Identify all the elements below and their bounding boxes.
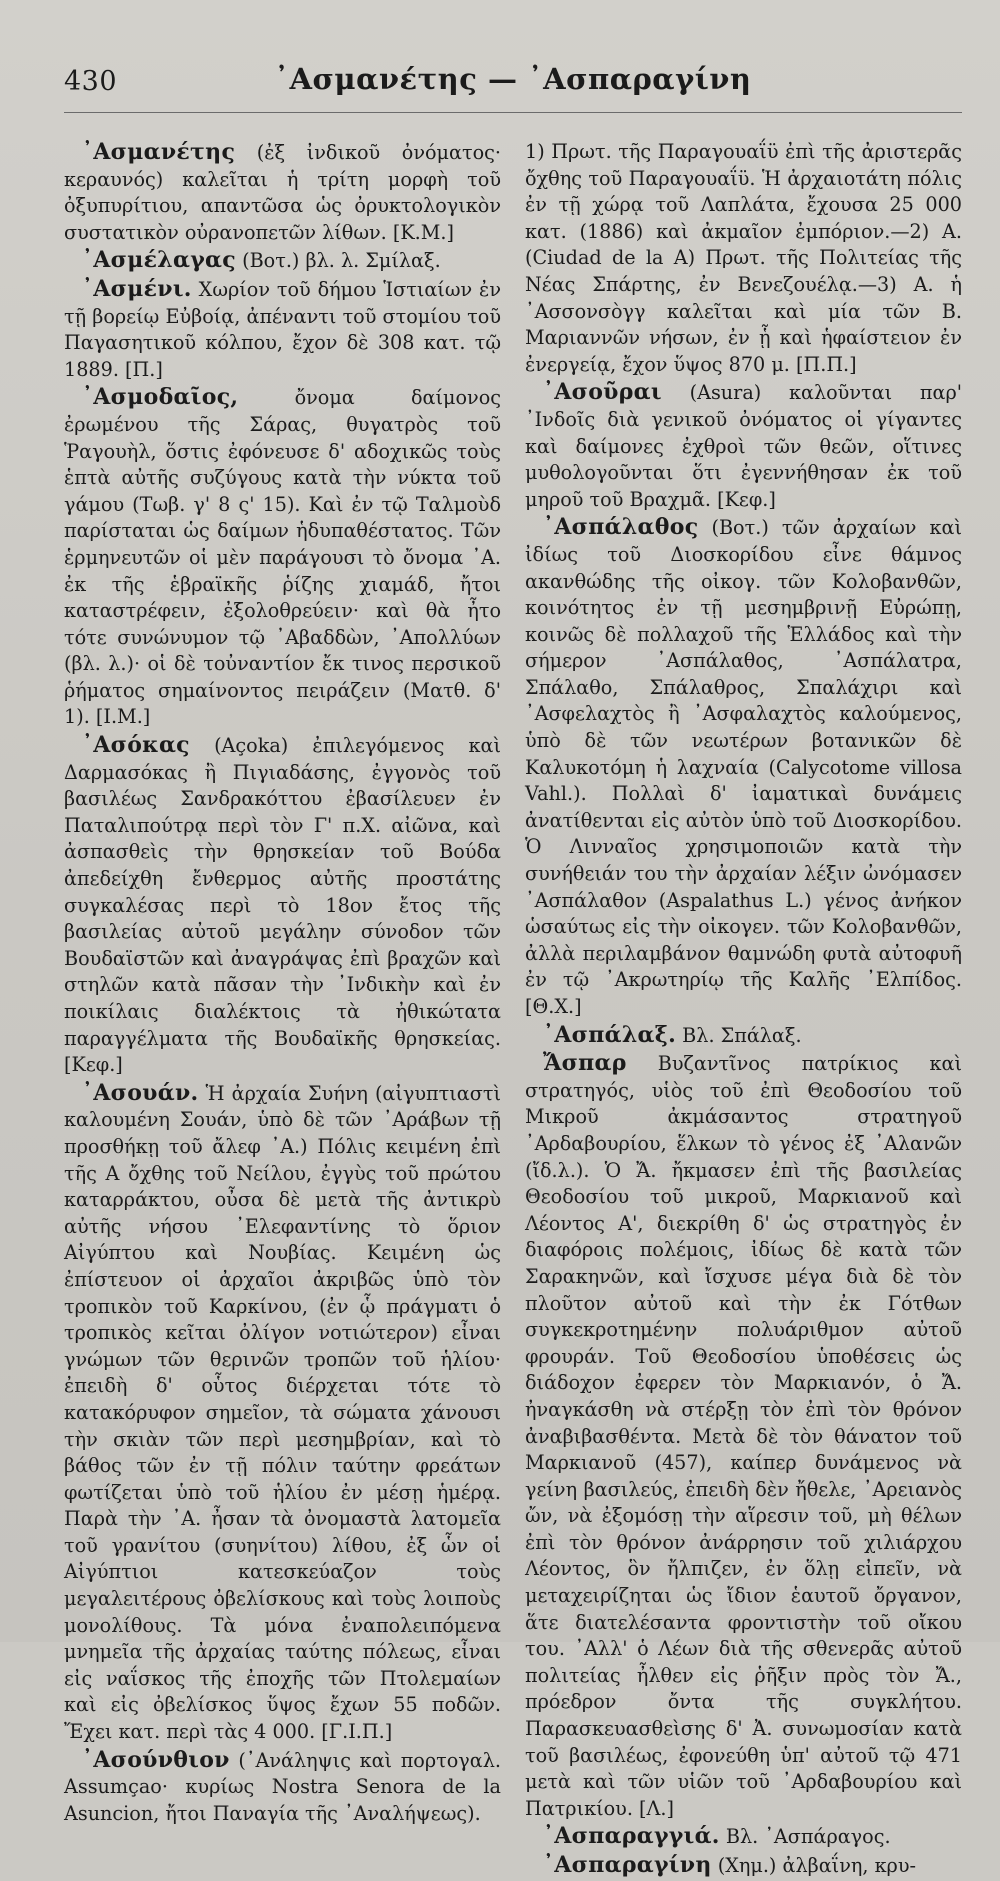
right-column — [525, 139, 962, 1881]
left-column — [64, 139, 501, 1881]
entry-headword: ᾿Ασμέλαγας — [82, 247, 236, 274]
entry-text: (ἐξ ἰνδικοῦ ὀνόματος· κεραυνός) καλεῖται ἡ τρίτη μορφὴ τοῦ ὀξυπυρίτιου, απαντῶσα ὡς ὀρυκτολογικὸν συστατικὸν οὐρανοπετῶν λίθων. [Κ.Μ.] — [64, 141, 501, 244]
dictionary-entry — [64, 139, 501, 246]
dictionary-entry — [525, 514, 962, 1020]
page-header — [64, 60, 962, 113]
entry-headword: ᾿Ασπάλαθος — [543, 514, 699, 541]
dictionary-entry — [525, 1050, 962, 1822]
dictionary-entry — [64, 247, 501, 275]
dictionary-entry — [64, 1080, 501, 1746]
entry-text: (Açoka) ἐπιλεγόμενος καὶ Δαρμασόκας ἢ Πιγιαδάσης, ἐγγονὸς τοῦ βασιλέως Σανδρακόττου ἐβασίλευεν ἐν Παταλιπούτρᾳ περὶ τὸν Γ' π.Χ. αἰῶνα, καὶ ἀσπασθεὶς τὴν θρησκείαν τοῦ Βούδα ἀπεδείχθη ἔνθερμος αὐτῆς προστάτης συγκαλέσας περὶ τὸ 18ον ἔτος τῆς βασιλείας αὐτοῦ μεγάλην σύνοδον τῶν Βουδαϊστῶν καὶ ἀναγράψας ἐπὶ βραχῶν καὶ στηλῶν κατὰ πᾶσαν τὴν ᾿Ινδικὴν καὶ ἐν ποικίλαις διαλέκτοις τὰ ἠθικώτατα παραγγέλματα τῆς Βουδαϊκῆς θρησκείας. [Κεφ.] — [64, 734, 501, 1077]
dictionary-entry — [525, 1823, 962, 1851]
dictionary-entry — [64, 732, 501, 1079]
entry-text: (Βοτ.) τῶν ἀρχαίων καὶ ἰδίως τοῦ Διοσκορίδου εἶνε θάμνος ακανθώδης τῆς οἰκογ. τῶν Κολοβανθῶν, κοινότητος ἐν τῇ μεσημβρινῇ Εὐρώπῃ, κοινῶς δὲ πολλαχοῦ τῆς Ἑλλάδος καὶ τὴν σήμερον ᾿Ασπάλαθος, ᾿Ασπάλατρα, Σπάλαθο, Σπάλαθρος, Σπαλάχιρι καὶ ᾿Ασφελαχτὸς ἢ ᾿Ασφαλαχτὸς καλούμενος, ὑπὸ δὲ τῶν νεωτέρων βοτανικῶν δὲ Καλυκοτόμη ἡ λαχναία (Calycotome villosa Vahl.). Πολλαὶ δ' ἰαματικαὶ δυνάμεις ἀνατίθενται εἰς αὐτὸν ὑπὸ τοῦ Διοσκορίδου. Ὁ Λινναῖος χρησιμοποιῶν κατὰ τὴν συνήθειάν του τὴν ἀρχαίαν λέξιν ὠνόμασεν ᾿Ασπάλαθον (Aspalathus L.) γένος ἀνήκον ὡσαύτως εἰς τὴν οἰκογεν. τῶν Κολοβανθῶν, ἀλλὰ περιλαμβάνον θαμνώδη φυτὰ αὐτοφυῆ ἐν τῷ ᾿Ακρωτηρίῳ τῆς Καλῆς ᾿Ελπίδος. [Θ.Χ.] — [525, 516, 962, 1018]
entry-headword: ᾿Ασμοδαῖος, — [82, 384, 239, 411]
entry-text: (Asura) καλοῦνται παρ' ᾿Ινδοῖς διὰ γενικοῦ ὀνόματος οἱ γίγαντες καὶ δαίμονες ἐχθροὶ τῶν θεῶν, οἵτινες μυθολογοῦνται ὅτι ἐγεννήθησαν ἐκ τοῦ μηροῦ τοῦ Βραχμᾶ. [Κεφ.] — [525, 381, 962, 511]
dictionary-entry — [525, 1852, 962, 1880]
entry-headword: ᾿Ασμένι. — [82, 275, 192, 302]
entry-text: (Βοτ.) βλ. λ. Σμίλαξ. — [235, 249, 441, 273]
dictionary-entry — [64, 384, 501, 731]
entry-text: ὄνομα δαίμονος ἐρωμένου τῆς Σάρας, θυγατρὸς τοῦ Ῥαγουὴλ, ὅστις ἐφόνευσε δ' αδοχικῶς τοὺς ἑπτὰ αὐτῆς συζύγους κατὰ τὴν νύκτα τοῦ γάμου (Τωβ. γ' 8 ς' 15). Καὶ ἐν τῷ Ταλμοὺδ παρίσταται ὡς δαίμων ἡδυπαθέστατος. Τῶν ἑρμηνευτῶν οἱ μὲν παράγουσι τὸ ὄνομα ᾿Α. ἐκ τῆς ἑβραϊκῆς ῥίζης χιαμάδ, ἤτοι καταστρέφειν, ἐξολοθρεύειν· καὶ θὰ ἦτο τότε συνώνυμον τῷ ᾿Αβαδδὼν, ᾿Απολλύων (βλ. λ.)· οἱ δὲ τοὐναντίον ἔκ τινος περσικοῦ ῥήματος σημαίνοντος πειράζειν (Ματθ. δ' 1). [Ι.Μ.] — [64, 386, 501, 729]
entry-headword: ᾿Ασόκας — [82, 732, 190, 759]
entry-text: Χωρίον τοῦ δήμου Ἱστιαίων ἐν τῇ βορείῳ Εὐβοίᾳ, ἀπέναντι τοῦ στομίου τοῦ Παγασητικοῦ κόλπου, ἔχον δὲ 308 κατ. τῷ 1889. [Π.] — [64, 277, 501, 381]
dictionary-entry — [525, 379, 962, 513]
entry-text: Βυζαντῖνος πατρίκιος καὶ στρατηγός, υἱὸς τοῦ ἐπὶ Θεοδοσίου τοῦ Μικροῦ ἀκμάσαντος στρατηγοῦ ᾿Αρδαβουρίου, ἕλκων τὸ γένος ἐξ ᾿Αλανῶν (ἴδ.λ.). Ὁ Ἄ. ἤκμασεν ἐπὶ τῆς βασιλείας Θεοδοσίου τοῦ μικροῦ, Μαρκιανοῦ καὶ Λέοντος Α', διεκρίθη δ' ὡς στρατηγὸς ἐν διαφόροις πολέμοις, ἰδίως δὲ κατὰ τῶν Σαρακηνῶν, καὶ ἴσχυσε μέγα διὰ δὲ τὸν πλοῦτον αὐτοῦ καὶ τὴν ἐκ Γότθων συγκεκροτημένην πολυάριθμον αὐτοῦ φρουράν. Τοῦ Θεοδοσίου ὑποθέσεις ὡς διάδοχον ἐφερεν τὸν Μαρκιανόν, ὁ Ἄ. ἠναγκάσθη νὰ στέρξῃ τὸν ἐπὶ τὸν θρόνον ἀναβιβασθέντα. Μετὰ δὲ τὸν θάνατον τοῦ Μαρκιανοῦ (457), καίπερ δυνάμενος νὰ γείνη βασιλεύς, ἐπειδὴ δὲν ἤθελε, ᾿Αρειανὸς ὤν, νὰ ἐξομόσῃ τὴν αἵρεσιν τοῦ, μὴ θέλων ἐπὶ τὸν θρόνον ἀνάρρησιν τοῦ χιλιάρχου Λέοντος, ὃν ἤλπιζεν, ἐν ὅλῃ εἰπεῖν, νὰ μεταχειρίζηται ὡς ἴδιον ἑαυτοῦ ὄργανον, ἅτε διατελέσαντα φροντιστὴν τοῦ οἴκου του. ᾿Αλλ' ὁ Λέων διὰ τῆς σθενερᾶς αὐτοῦ πολιτείας ἦλθεν εἰς ῥῆξιν πρὸς τὸν Ἄ., πρόεδρον ὄντα τῆς συγκλήτου. Παρασκευασθεὶσης δ' Ἀ. συνωμοσίαν κατὰ τοῦ βασιλέως, ἐφονεύθη ὑπ' αὐτοῦ τῷ 471 μετὰ καὶ τῶν υἱῶν τοῦ ᾿Αρδαβουρίου καὶ Πατρικίου. [Λ.] — [525, 1052, 962, 1820]
running-head: ᾿Ασμανέτης — ᾿Ασπαραγίνη — [274, 62, 752, 96]
dictionary-entry — [64, 276, 501, 383]
page-number: 430 — [64, 66, 118, 97]
entry-text: 1) Πρωτ. τῆς Παραγουαΐϋ ἐπὶ τῆς ἀριστερᾶς ὄχθης τοῦ Παραγουαΐϋ. Ἡ ἀρχαιοτάτη πόλις ἐν τῇ χώρᾳ τοῦ Λαπλάτα, ἔχουσα 25 000 κατ. (1886) καὶ ἀκμαῖον ἐμπόριον.—2) Α. (Ciudad de la A) Πρωτ. τῆς Πολιτείας τῆς Νέας Σπάρτης, ἐν Βενεζουέλᾳ.—3) Α. ἡ ᾿Ασσονσὸγγ καλεῖται καὶ μία τῶν Β. Μαριαννῶν νήσων, ἐν ᾗ καὶ ἡφαίστειον ἐν ἐνεργείᾳ, ἔχον ὕψος 870 μ. [Π.Π.] — [525, 140, 962, 376]
entry-text: (Χημ.) ἀλβαΐνη, κρυ- — [711, 1854, 916, 1877]
entry-text: Ἡ ἀρχαία Συήνη (αἰγυπτιαστὶ καλουμένη Σουάν, ὑπὸ δὲ τῶν ᾿Αράβων τῇ προσθήκῃ τοῦ ἄλεφ ᾿Α.) Πόλις κειμένη ἐπὶ τῆς Α ὄχθης τοῦ Νείλου, ἐγγὺς τοῦ πρώτου καταρράκτου, οὖσα δὲ μετὰ τῆς ἀντικρὺ αὐτῆς νήσου ᾿Ελεφαντίνης τὸ ὅριον Αἰγύπτου καὶ Νουβίας. Κειμένη ὡς ἐπίστευον οἱ ἀρχαῖοι ἀκριβῶς ὑπὸ τὸν τροπικὸν τοῦ Καρκίνου, (ἐν ᾧ πράγματι ὁ τροπικὸς κεῖται ὀλίγον νοτιώτερον) εἶναι γνώμων τῶν θερινῶν τροπῶν τοῦ ἡλίου· ἐπειδὴ δ' οὗτος διέρχεται τότε τὸ κατακόρυφον σημεῖον, τὰ σώματα χάνουσι τὴν σκιὰν τῶν περὶ μεσημβρίαν, καὶ τὸ βάθος τῶν ἐν τῇ πόλιν ταύτην φρεάτων φωτίζεται ὑπὸ τοῦ ἡλίου ἐν μέσῃ ἡμέρᾳ. Παρὰ τὴν ᾿Α. ἦσαν τὰ ὀνομαστὰ λατομεῖα τοῦ γρανίτου (συηνίτου) λίθου, ἐξ ὧν οἱ Αἰγύπτιοι κατεσκεύαζον τοὺς μεγαλειτέρους ὀβελίσκους καὶ τοὺς λοιποὺς μονολίθους. Τὰ μόνα ἐναπολειπόμενα μνημεῖα τῆς ἀρχαίας ταύτης πόλεως, εἶναι εἰς ναΐσκος τῆς ἐποχῆς τῶν Πτολεμαίων καὶ εἰς ὀβελίσκος ὕψος ἔχων 55 ποδῶν. Ἔχει κατ. περὶ τὰς 4 000. [Γ.Ι.Π.] — [64, 1081, 501, 1744]
entry-text: (᾿Ανάληψις καὶ πορτογαλ. Assumçao· κυρίως Nostra Senora de la Asuncion, ἤτοι Παναγία τῆς ᾿Αναλήψεως). — [64, 1748, 501, 1825]
text-columns — [64, 139, 962, 1881]
dictionary-entry — [64, 1747, 501, 1828]
entry-headword: ᾿Ασούνθιον — [82, 1746, 230, 1773]
entry-headword: Ἄσπαρ — [543, 1050, 627, 1077]
dictionary-entry — [525, 139, 962, 378]
entry-headword: ᾿Ασπάλαξ. — [543, 1021, 677, 1048]
entry-headword: ᾿Ασμανέτης — [82, 139, 236, 165]
entry-headword: ᾿Ασπαραγγιά. — [543, 1823, 720, 1850]
dictionary-entry — [525, 1022, 962, 1050]
entry-headword: ᾿Ασουάν. — [82, 1079, 199, 1106]
entry-headword: ᾿Ασπαραγίνη — [543, 1852, 712, 1878]
entry-text: Βλ. ᾿Ασπάραγος. — [719, 1825, 891, 1849]
entry-headword: ᾿Ασοῦραι — [543, 379, 662, 406]
entry-text: Βλ. Σπάλαξ. — [676, 1023, 802, 1047]
